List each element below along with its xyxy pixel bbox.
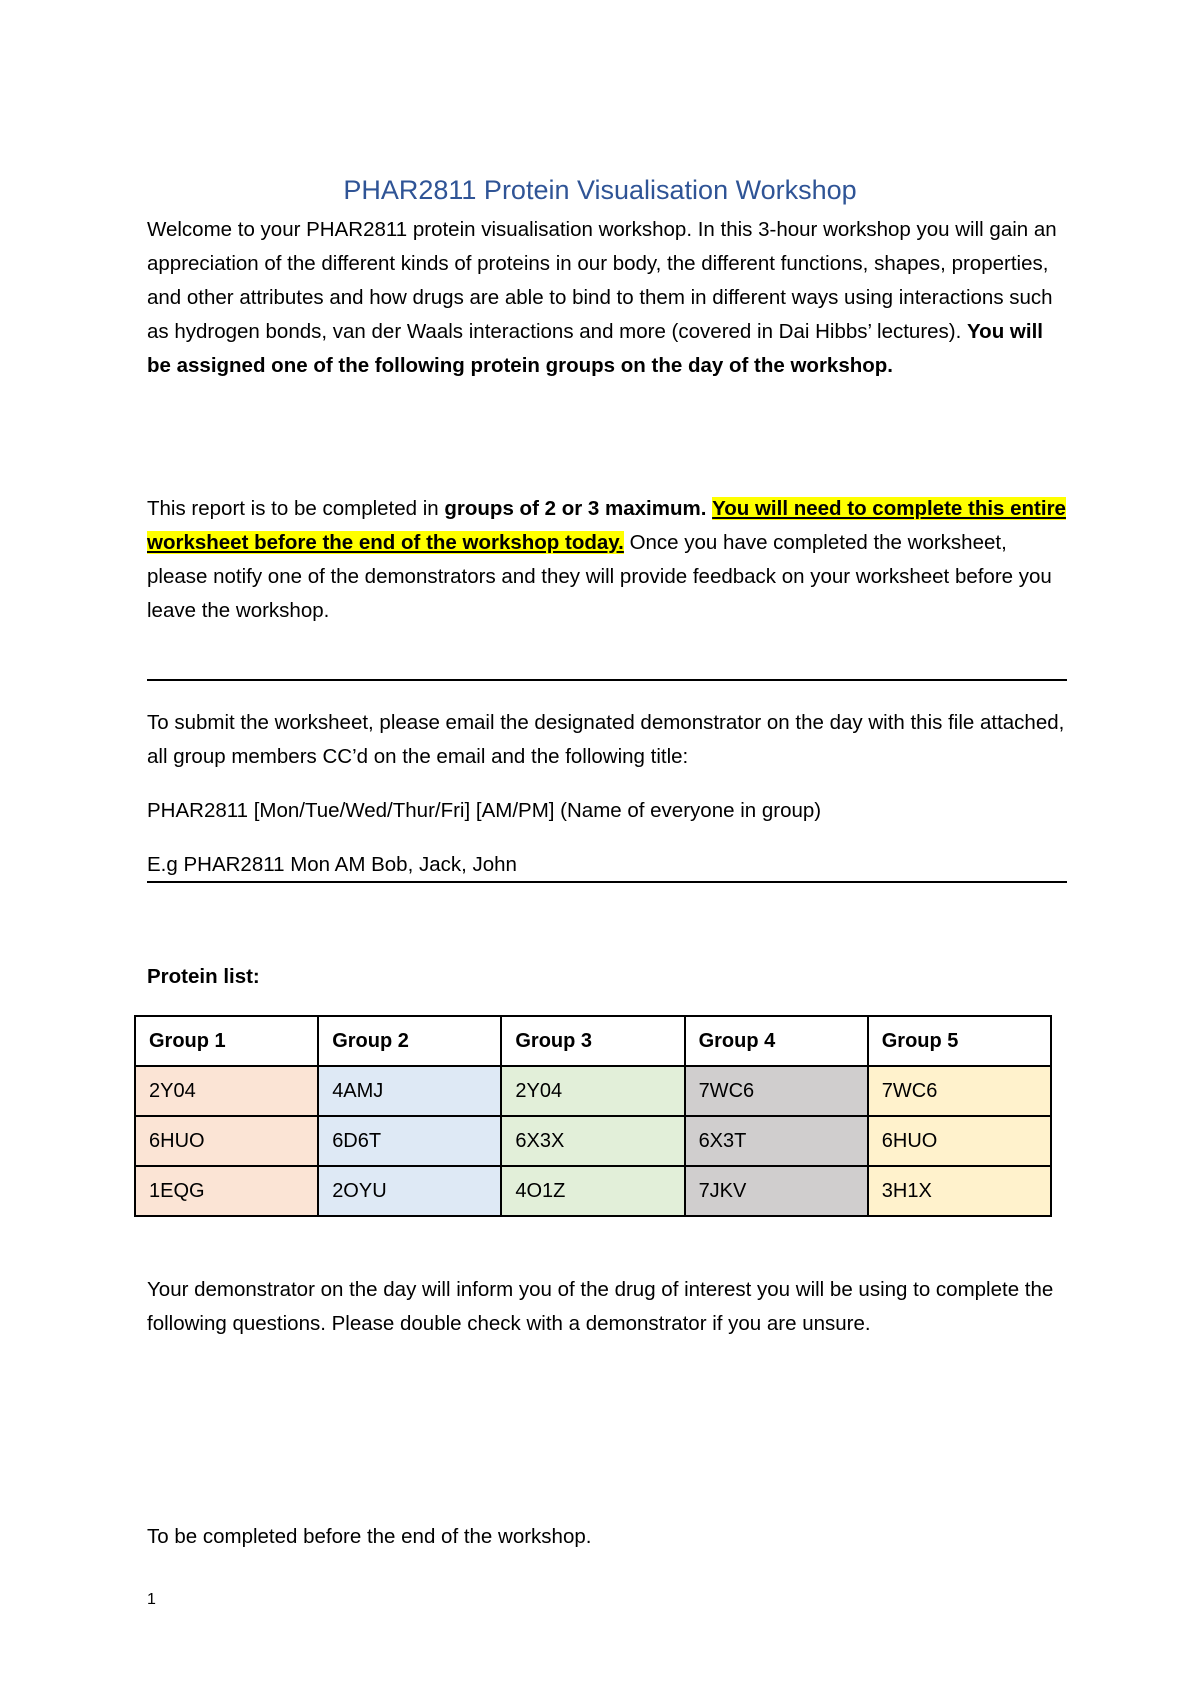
protein-cell: 6HUO — [135, 1116, 318, 1166]
header-group-2: Group 2 — [318, 1016, 501, 1066]
protein-table — [134, 1015, 1052, 1217]
submission-instructions: To submit the worksheet, please email the designated demonstrator on the day with this file attached, all group members CC’d on the email and the following title: — [147, 711, 1065, 768]
page-number: 1 — [147, 1591, 156, 1608]
submission-example: E.g PHAR2811 Mon AM Bob, Jack, John — [147, 853, 517, 876]
report-paragraph — [147, 492, 1072, 628]
protein-cell: 6X3X — [501, 1116, 684, 1166]
demonstrator-note: Your demonstrator on the day will inform you of the drug of interest you will be using to complete the following questions. Please double check with a demonstrator if you are unsure. — [147, 1278, 1054, 1335]
divider-bottom — [147, 881, 1067, 883]
protein-cell: 4AMJ — [318, 1066, 501, 1116]
protein-cell: 6HUO — [868, 1116, 1051, 1166]
header-group-5: Group 5 — [868, 1016, 1051, 1066]
protein-cell: 7WC6 — [685, 1066, 868, 1116]
protein-cell: 2OYU — [318, 1166, 501, 1216]
protein-list-label: Protein list: — [147, 965, 260, 988]
protein-cell: 7WC6 — [868, 1066, 1051, 1116]
report-highlight-text: You will need to complete this entire worksheet before the end of the workshop today. — [147, 497, 1066, 554]
protein-cell: 2Y04 — [501, 1066, 684, 1116]
protein-cell: 1EQG — [135, 1166, 318, 1216]
table-row — [135, 1116, 1051, 1166]
protein-table-header-row — [135, 1016, 1051, 1066]
protein-cell: 2Y04 — [135, 1066, 318, 1116]
protein-cell: 4O1Z — [501, 1166, 684, 1216]
closing-note: To be completed before the end of the workshop. — [147, 1525, 592, 1548]
protein-cell: 7JKV — [685, 1166, 868, 1216]
header-group-3: Group 3 — [501, 1016, 684, 1066]
protein-cell: 6D6T — [318, 1116, 501, 1166]
intro-bold-text: You will be assigned one of the following protein groups on the day of the workshop. — [147, 320, 1043, 377]
submission-title-format: PHAR2811 [Mon/Tue/Wed/Thur/Fri] [AM/PM] (Name of everyone in group) — [147, 799, 822, 822]
table-row — [135, 1166, 1051, 1216]
header-group-4: Group 4 — [685, 1016, 868, 1066]
intro-paragraph — [147, 213, 1072, 383]
divider-top — [147, 679, 1067, 681]
intro-text: Welcome to your PHAR2811 protein visualisation workshop. In this 3-hour workshop you will gain an appreciation of the different kinds of proteins in our body, the different functions, shapes, properties, and other attributes and how drugs are able to bind to them in different ways using interactions such as hydrogen bonds, van der Waals interactions and more (covered in Dai Hibbs’ lectures). — [147, 218, 1057, 343]
page-title: PHAR2811 Protein Visualisation Workshop — [343, 175, 857, 205]
header-group-1: Group 1 — [135, 1016, 318, 1066]
report-text-2: Once you have completed the worksheet, please notify one of the demonstrators and they will provide feedback on your worksheet before you leave the workshop. — [147, 531, 1052, 622]
report-bold-text: groups of 2 or 3 maximum. — [444, 497, 707, 520]
protein-cell: 6X3T — [685, 1116, 868, 1166]
report-text-1: This report is to be completed in — [147, 497, 445, 520]
table-row — [135, 1066, 1051, 1116]
protein-cell: 3H1X — [868, 1166, 1051, 1216]
